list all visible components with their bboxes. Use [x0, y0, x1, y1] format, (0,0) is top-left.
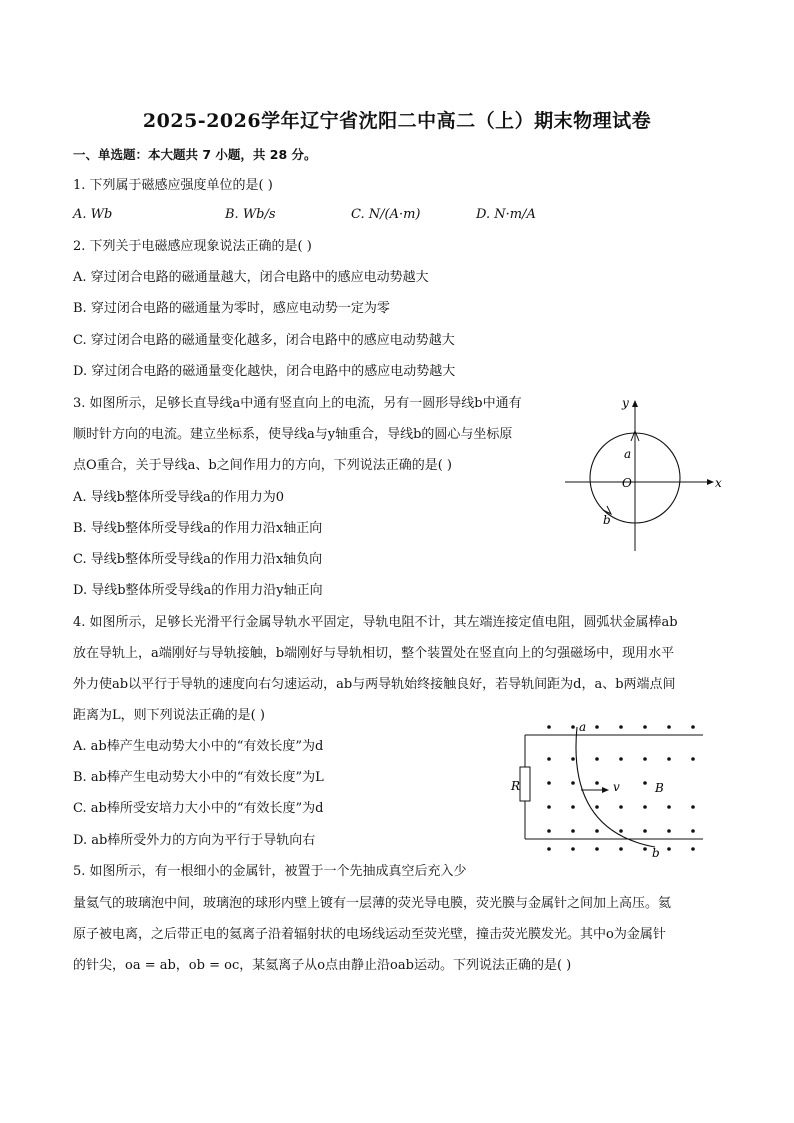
field-dot: [571, 757, 575, 761]
field-dot: [667, 847, 671, 851]
field-dot: [667, 829, 671, 833]
q3-option-b[interactable]: B. 导线b整体所受导线a的作用力沿x轴正向: [73, 521, 323, 536]
question-5-stem-line-3: 原子被电离，之后带正电的氦离子沿着辐射状的电场线运动至荧光壁，撞击荧光膜发光。其中o为金属针: [73, 927, 666, 942]
field-dot: [691, 757, 695, 761]
field-dot: [619, 847, 623, 851]
q3-figure: [555, 393, 735, 558]
q3-option-a[interactable]: A. 导线b整体所受导线a的作用力为0: [73, 490, 284, 505]
resistor-label: R: [511, 779, 521, 793]
field-dot: [595, 829, 599, 833]
field-dot: [643, 847, 647, 851]
field-dot: [571, 847, 575, 851]
loop-label: b: [603, 513, 611, 527]
question-3-stem-line-3: 点O重合，关于导线a、b之间作用力的方向，下列说法正确的是( ): [73, 458, 453, 473]
magnetic-field-dots: [547, 725, 695, 851]
field-dot: [667, 757, 671, 761]
field-dot: [595, 805, 599, 809]
field-dot: [547, 805, 551, 809]
velocity-label: v: [613, 780, 620, 794]
q1-option-a[interactable]: A. Wb: [73, 207, 113, 222]
a-label: a: [579, 721, 587, 734]
q4-option-b[interactable]: B. ab棒产生电动势大小中的“有效长度”为L: [73, 770, 324, 785]
field-dot: [571, 829, 575, 833]
section-heading: 一、单选题：本大题共 7 小题，共 28 分。: [73, 147, 317, 162]
y-label: y: [622, 396, 629, 410]
field-dot: [643, 781, 647, 785]
q2-option-d[interactable]: D. 穿过闭合电路的磁通量变化越快，闭合电路中的感应电动势越大: [73, 364, 456, 379]
field-dot: [571, 781, 575, 785]
field-dot: [619, 725, 623, 729]
field-dot: [643, 829, 647, 833]
q3-option-c[interactable]: C. 导线b整体所受导线a的作用力沿x轴负向: [73, 552, 323, 567]
question-4-stem-line-2: 放在导轨上，a端刚好与导轨接触，b端刚好与导轨相切，整个装置处在竖直向上的匀强磁场中，现用水平: [73, 646, 675, 661]
wire-label: a: [624, 447, 632, 461]
field-dot: [667, 805, 671, 809]
q1-option-c[interactable]: C. N/(A·m): [351, 207, 421, 222]
question-1-options: [73, 206, 693, 224]
q2-option-c[interactable]: C. 穿过闭合电路的磁通量变化越多，闭合电路中的感应电动势越大: [73, 333, 455, 348]
field-dot: [595, 757, 599, 761]
field-dot: [691, 805, 695, 809]
field-dot: [691, 725, 695, 729]
field-dot: [571, 805, 575, 809]
question-5-stem-line-1: 5. 如图所示，有一根细小的金属针，被置于一个先抽成真空后充入少: [73, 864, 467, 879]
field-dot: [595, 725, 599, 729]
field-dot: [595, 781, 599, 785]
q3-option-d[interactable]: D. 导线b整体所受导线a的作用力沿y轴正向: [73, 583, 323, 598]
b-label: b: [652, 846, 660, 860]
q4-option-c[interactable]: C. ab棒所受安培力大小中的“有效长度”为d: [73, 801, 324, 816]
field-dot: [547, 757, 551, 761]
field-dot: [547, 847, 551, 851]
field-dot: [595, 847, 599, 851]
field-dot: [619, 829, 623, 833]
q1-option-d[interactable]: D. N·m/A: [476, 207, 536, 222]
origin-label: O: [622, 476, 632, 490]
field-dot: [667, 725, 671, 729]
field-dot: [643, 725, 647, 729]
field-dot: [691, 847, 695, 851]
q4-option-a[interactable]: A. ab棒产生电动势大小中的“有效长度”为d: [73, 739, 324, 754]
question-5-stem-line-2: 量氦气的玻璃泡中间，玻璃泡的球形内壁上镀有一层薄的荧光导电膜，荧光膜与金属针之间加上高压。氦: [73, 896, 672, 911]
question-3-stem-line-2: 顺时针方向的电流。建立坐标系，使导线a与y轴重合，导线b的圆心与坐标原: [73, 427, 513, 442]
question-3-stem-line-1: 3. 如图所示，足够长直导线a中通有竖直向上的电流，另有一圆形导线b中通有: [73, 396, 522, 411]
question-5-stem-line-4: 的针尖，oa = ab，ob = oc，某氦离子从o点由静止沿oab运动。下列说法正确的是( ): [73, 958, 572, 973]
field-dot: [547, 725, 551, 729]
field-dot: [643, 805, 647, 809]
question-2-stem: 2. 下列关于电磁感应现象说法正确的是( ): [73, 239, 312, 254]
q1-option-b[interactable]: B. Wb/s: [225, 207, 276, 222]
field-label: B: [655, 781, 664, 795]
q2-option-a[interactable]: A. 穿过闭合电路的磁通量越大，闭合电路中的感应电动势越大: [73, 270, 429, 285]
q4-figure: [505, 721, 710, 861]
resistor: [520, 767, 530, 801]
field-dot: [547, 781, 551, 785]
q2-option-b[interactable]: B. 穿过闭合电路的磁通量为零时，感应电动势一定为零: [73, 301, 390, 316]
question-4-stem-line-1: 4. 如图所示，足够长光滑平行金属导轨水平固定，导轨电阻不计，其左端连接定值电阻，圆弧状金属棒ab: [73, 615, 678, 630]
question-1-stem: 1. 下列属于磁感应强度单位的是( ): [73, 178, 273, 193]
field-dot: [643, 757, 647, 761]
q4-option-d[interactable]: D. ab棒所受外力的方向为平行于导轨向右: [73, 833, 316, 848]
field-dot: [619, 757, 623, 761]
field-dot: [691, 829, 695, 833]
x-label: x: [715, 476, 722, 490]
question-4-stem-line-3: 外力使ab以平行于导轨的速度向右匀速运动，ab与两导轨始终接触良好，若导轨间距为d，a、b两端点间: [73, 677, 676, 692]
field-dot: [547, 829, 551, 833]
field-dot: [571, 725, 575, 729]
field-dot: [619, 805, 623, 809]
question-4-stem-line-4: 距离为L，则下列说法正确的是( ): [73, 708, 265, 723]
exam-title: 2025-2026学年辽宁省沈阳二中高二（上）期末物理试卷: [142, 110, 652, 132]
